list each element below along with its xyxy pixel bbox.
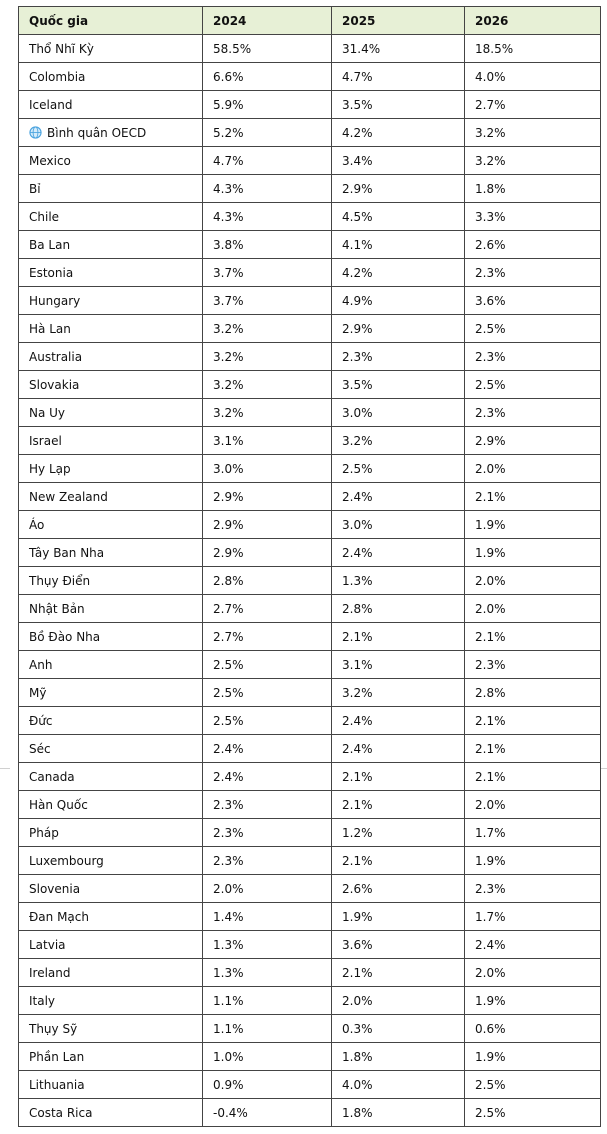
table-row bbox=[19, 987, 601, 1015]
cell-country: Đan Mạch bbox=[19, 903, 203, 931]
cell-country: Lithuania bbox=[19, 1071, 203, 1099]
cell-2025: 0.3% bbox=[332, 1015, 465, 1043]
cell-2024: 2.9% bbox=[203, 511, 332, 539]
table-body bbox=[19, 35, 601, 1127]
cell-country: Anh bbox=[19, 651, 203, 679]
table-row bbox=[19, 1015, 601, 1043]
cell-country: Séc bbox=[19, 735, 203, 763]
cell-2024: 2.9% bbox=[203, 483, 332, 511]
table-row bbox=[19, 315, 601, 343]
cell-2024: 2.9% bbox=[203, 539, 332, 567]
cell-country: Nhật Bản bbox=[19, 595, 203, 623]
cell-2026: 3.3% bbox=[465, 203, 601, 231]
cell-2025: 3.0% bbox=[332, 511, 465, 539]
table-row bbox=[19, 1071, 601, 1099]
cell-2024: 1.1% bbox=[203, 1015, 332, 1043]
cell-country: Na Uy bbox=[19, 399, 203, 427]
cell-2025: 3.2% bbox=[332, 427, 465, 455]
cell-2026: 2.1% bbox=[465, 707, 601, 735]
cell-2025: 4.1% bbox=[332, 231, 465, 259]
cell-2026: 2.1% bbox=[465, 623, 601, 651]
cell-2024: 4.3% bbox=[203, 203, 332, 231]
cell-country: Slovenia bbox=[19, 875, 203, 903]
cell-2025: 3.5% bbox=[332, 91, 465, 119]
cell-country: Thụy Sỹ bbox=[19, 1015, 203, 1043]
table-row bbox=[19, 875, 601, 903]
cell-country: Costa Rica bbox=[19, 1099, 203, 1127]
cell-2026: 2.5% bbox=[465, 371, 601, 399]
cell-2025: 3.5% bbox=[332, 371, 465, 399]
cell-2024: 5.9% bbox=[203, 91, 332, 119]
cell-2024: 4.7% bbox=[203, 147, 332, 175]
cell-country: Áo bbox=[19, 511, 203, 539]
table-row bbox=[19, 931, 601, 959]
cell-2026: 2.3% bbox=[465, 651, 601, 679]
cell-country: Phần Lan bbox=[19, 1043, 203, 1071]
cell-2025: 3.2% bbox=[332, 679, 465, 707]
cell-2024: 1.4% bbox=[203, 903, 332, 931]
cell-2025: 1.3% bbox=[332, 567, 465, 595]
cell-2024: 2.5% bbox=[203, 679, 332, 707]
cell-2026: 2.6% bbox=[465, 231, 601, 259]
cell-2025: 2.1% bbox=[332, 763, 465, 791]
table-row bbox=[19, 679, 601, 707]
table-row bbox=[19, 371, 601, 399]
table-row bbox=[19, 903, 601, 931]
cell-country: Chile bbox=[19, 203, 203, 231]
cell-2024: 3.1% bbox=[203, 427, 332, 455]
table-row bbox=[19, 427, 601, 455]
header-country: Quốc gia bbox=[19, 7, 203, 35]
cell-country: Mexico bbox=[19, 147, 203, 175]
table-row bbox=[19, 623, 601, 651]
cell-2026: 2.1% bbox=[465, 735, 601, 763]
table-row bbox=[19, 455, 601, 483]
cell-2026: 2.3% bbox=[465, 399, 601, 427]
table-row bbox=[19, 259, 601, 287]
inflation-forecast-table bbox=[18, 6, 601, 1127]
cell-country: Australia bbox=[19, 343, 203, 371]
table-row bbox=[19, 1043, 601, 1071]
cell-2026: 2.1% bbox=[465, 483, 601, 511]
cell-country: Hàn Quốc bbox=[19, 791, 203, 819]
cell-2025: 2.8% bbox=[332, 595, 465, 623]
cell-country: Luxembourg bbox=[19, 847, 203, 875]
cell-country: Ba Lan bbox=[19, 231, 203, 259]
cell-2024: 1.0% bbox=[203, 1043, 332, 1071]
country-label: Bình quân OECD bbox=[47, 125, 147, 140]
cell-country: Canada bbox=[19, 763, 203, 791]
cell-2025: 1.2% bbox=[332, 819, 465, 847]
cell-2025: 2.6% bbox=[332, 875, 465, 903]
table-row bbox=[19, 1099, 601, 1127]
table-row bbox=[19, 539, 601, 567]
cell-2026: 1.9% bbox=[465, 1043, 601, 1071]
cell-2025: 1.8% bbox=[332, 1099, 465, 1127]
table-header-row bbox=[19, 7, 601, 35]
cell-2024: 3.2% bbox=[203, 315, 332, 343]
cell-2026: 2.0% bbox=[465, 455, 601, 483]
table-row bbox=[19, 483, 601, 511]
table-row bbox=[19, 567, 601, 595]
cell-country: Israel bbox=[19, 427, 203, 455]
cell-2025: 2.9% bbox=[332, 175, 465, 203]
cell-2025: 2.9% bbox=[332, 315, 465, 343]
cell-2025: 3.6% bbox=[332, 931, 465, 959]
cell-country: Thụy Điển bbox=[19, 567, 203, 595]
cell-country: Slovakia bbox=[19, 371, 203, 399]
cell-2024: 3.0% bbox=[203, 455, 332, 483]
cell-2026: 1.7% bbox=[465, 819, 601, 847]
table-row bbox=[19, 651, 601, 679]
cell-2025: 4.2% bbox=[332, 119, 465, 147]
cell-2024: 2.5% bbox=[203, 707, 332, 735]
cell-country bbox=[19, 119, 203, 147]
cell-2025: 31.4% bbox=[332, 35, 465, 63]
globe-icon bbox=[29, 126, 42, 139]
cell-2026: 2.7% bbox=[465, 91, 601, 119]
cell-2024: -0.4% bbox=[203, 1099, 332, 1127]
cell-2026: 1.7% bbox=[465, 903, 601, 931]
cell-2025: 1.8% bbox=[332, 1043, 465, 1071]
table-row bbox=[19, 399, 601, 427]
cell-2024: 1.1% bbox=[203, 987, 332, 1015]
cell-2024: 5.2% bbox=[203, 119, 332, 147]
cell-2024: 3.7% bbox=[203, 287, 332, 315]
page-divider-right bbox=[601, 768, 607, 769]
cell-country: Iceland bbox=[19, 91, 203, 119]
cell-country: Pháp bbox=[19, 819, 203, 847]
cell-2024: 2.8% bbox=[203, 567, 332, 595]
cell-2026: 2.0% bbox=[465, 791, 601, 819]
table-row bbox=[19, 735, 601, 763]
cell-2026: 1.9% bbox=[465, 539, 601, 567]
cell-2026: 1.9% bbox=[465, 987, 601, 1015]
cell-2024: 1.3% bbox=[203, 931, 332, 959]
table-row bbox=[19, 511, 601, 539]
cell-2024: 3.2% bbox=[203, 343, 332, 371]
table-row bbox=[19, 819, 601, 847]
cell-2025: 2.1% bbox=[332, 959, 465, 987]
cell-2025: 2.4% bbox=[332, 539, 465, 567]
cell-2025: 3.4% bbox=[332, 147, 465, 175]
cell-2026: 18.5% bbox=[465, 35, 601, 63]
cell-2024: 3.2% bbox=[203, 399, 332, 427]
table-row bbox=[19, 791, 601, 819]
cell-2026: 1.9% bbox=[465, 511, 601, 539]
cell-2024: 2.4% bbox=[203, 735, 332, 763]
cell-country: Tây Ban Nha bbox=[19, 539, 203, 567]
cell-country: Hungary bbox=[19, 287, 203, 315]
cell-2026: 2.3% bbox=[465, 343, 601, 371]
cell-country: Bỉ bbox=[19, 175, 203, 203]
cell-2026: 2.5% bbox=[465, 1099, 601, 1127]
cell-2026: 2.0% bbox=[465, 595, 601, 623]
cell-2025: 2.1% bbox=[332, 847, 465, 875]
cell-2026: 2.8% bbox=[465, 679, 601, 707]
cell-2025: 2.4% bbox=[332, 707, 465, 735]
cell-country: Hy Lạp bbox=[19, 455, 203, 483]
cell-2025: 2.1% bbox=[332, 791, 465, 819]
header-2024: 2024 bbox=[203, 7, 332, 35]
cell-country: Mỹ bbox=[19, 679, 203, 707]
cell-2025: 4.5% bbox=[332, 203, 465, 231]
cell-2024: 2.0% bbox=[203, 875, 332, 903]
cell-2026: 2.1% bbox=[465, 763, 601, 791]
cell-2026: 3.2% bbox=[465, 119, 601, 147]
cell-2025: 2.3% bbox=[332, 343, 465, 371]
table-row bbox=[19, 147, 601, 175]
header-2025: 2025 bbox=[332, 7, 465, 35]
cell-2025: 4.2% bbox=[332, 259, 465, 287]
cell-country: Bồ Đào Nha bbox=[19, 623, 203, 651]
cell-2025: 1.9% bbox=[332, 903, 465, 931]
table-row bbox=[19, 763, 601, 791]
cell-2025: 2.4% bbox=[332, 735, 465, 763]
table-row bbox=[19, 847, 601, 875]
table-row bbox=[19, 707, 601, 735]
table-row bbox=[19, 231, 601, 259]
cell-2024: 2.3% bbox=[203, 791, 332, 819]
cell-2025: 3.0% bbox=[332, 399, 465, 427]
table-row bbox=[19, 343, 601, 371]
cell-2024: 2.3% bbox=[203, 819, 332, 847]
cell-2024: 3.8% bbox=[203, 231, 332, 259]
cell-2025: 2.1% bbox=[332, 623, 465, 651]
header-2026: 2026 bbox=[465, 7, 601, 35]
cell-2024: 6.6% bbox=[203, 63, 332, 91]
cell-2024: 58.5% bbox=[203, 35, 332, 63]
page-divider-left bbox=[0, 768, 10, 769]
cell-country: Latvia bbox=[19, 931, 203, 959]
table-row bbox=[19, 91, 601, 119]
table-row bbox=[19, 287, 601, 315]
cell-2026: 2.0% bbox=[465, 959, 601, 987]
cell-2026: 3.2% bbox=[465, 147, 601, 175]
cell-2024: 2.4% bbox=[203, 763, 332, 791]
cell-2026: 4.0% bbox=[465, 63, 601, 91]
cell-2026: 2.3% bbox=[465, 259, 601, 287]
cell-country: New Zealand bbox=[19, 483, 203, 511]
cell-country: Thổ Nhĩ Kỳ bbox=[19, 35, 203, 63]
cell-2024: 2.7% bbox=[203, 595, 332, 623]
cell-2026: 3.6% bbox=[465, 287, 601, 315]
cell-2024: 3.7% bbox=[203, 259, 332, 287]
cell-country: Colombia bbox=[19, 63, 203, 91]
cell-2025: 2.0% bbox=[332, 987, 465, 1015]
cell-2026: 2.3% bbox=[465, 875, 601, 903]
cell-country: Hà Lan bbox=[19, 315, 203, 343]
cell-2026: 2.9% bbox=[465, 427, 601, 455]
cell-2024: 4.3% bbox=[203, 175, 332, 203]
cell-2026: 1.9% bbox=[465, 847, 601, 875]
cell-2025: 4.9% bbox=[332, 287, 465, 315]
cell-2026: 2.5% bbox=[465, 315, 601, 343]
cell-2024: 3.2% bbox=[203, 371, 332, 399]
cell-2024: 0.9% bbox=[203, 1071, 332, 1099]
cell-2026: 2.0% bbox=[465, 567, 601, 595]
cell-2026: 2.4% bbox=[465, 931, 601, 959]
table-row bbox=[19, 595, 601, 623]
table-row bbox=[19, 63, 601, 91]
cell-country: Ireland bbox=[19, 959, 203, 987]
cell-2025: 3.1% bbox=[332, 651, 465, 679]
table-row bbox=[19, 175, 601, 203]
cell-2026: 1.8% bbox=[465, 175, 601, 203]
cell-2024: 2.5% bbox=[203, 651, 332, 679]
cell-2025: 2.4% bbox=[332, 483, 465, 511]
cell-2025: 2.5% bbox=[332, 455, 465, 483]
table-row bbox=[19, 119, 601, 147]
table-row bbox=[19, 35, 601, 63]
table-row bbox=[19, 203, 601, 231]
cell-2025: 4.0% bbox=[332, 1071, 465, 1099]
cell-2026: 2.5% bbox=[465, 1071, 601, 1099]
cell-2024: 2.7% bbox=[203, 623, 332, 651]
cell-2026: 0.6% bbox=[465, 1015, 601, 1043]
cell-country: Estonia bbox=[19, 259, 203, 287]
cell-2025: 4.7% bbox=[332, 63, 465, 91]
table-row bbox=[19, 959, 601, 987]
cell-country: Đức bbox=[19, 707, 203, 735]
cell-2024: 2.3% bbox=[203, 847, 332, 875]
cell-country: Italy bbox=[19, 987, 203, 1015]
cell-2024: 1.3% bbox=[203, 959, 332, 987]
